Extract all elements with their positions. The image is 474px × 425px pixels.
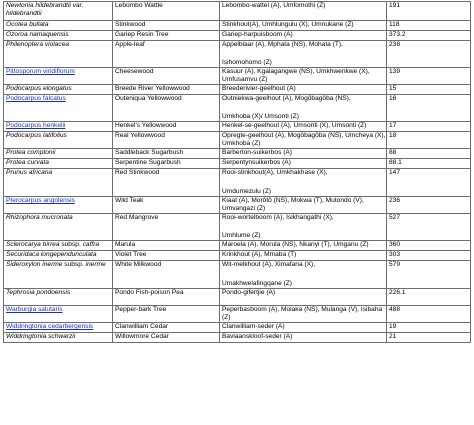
common-name: Lebombo Wattle <box>113 2 220 21</box>
local-names <box>220 251 387 261</box>
local-names-line: Umkhoba (Z) <box>222 139 261 147</box>
species-name-line: Protea comptonii <box>6 149 56 156</box>
local-names <box>220 323 387 333</box>
table-row <box>4 31 471 41</box>
local-names-line: Umdumezulu (Z) <box>222 187 272 195</box>
species-name <box>4 251 113 261</box>
local-names-line: Wit-melkhout (A), Ximafana (X), <box>222 261 316 268</box>
table-row <box>4 251 471 261</box>
species-name-line: Ocotea bullata <box>6 21 49 28</box>
species-name-line: Rhizophora mucronata <box>6 214 73 221</box>
species-name-line: Podocarpus elongatus <box>6 85 72 92</box>
local-names-line: Peperbasboom (A), Molaka (NS), Mulanga (V), Isibaha <box>222 306 383 313</box>
tree-number: 303 <box>387 251 471 261</box>
table-row <box>4 306 471 323</box>
table-row <box>4 289 471 306</box>
tree-number: 360 <box>387 241 471 251</box>
local-names-line: Serpentynsuikerbos (A) <box>222 159 291 166</box>
tree-number: 19 <box>387 323 471 333</box>
local-names <box>220 197 387 214</box>
common-name: White Milkwood <box>113 261 220 289</box>
common-name: Wild Teak <box>113 197 220 214</box>
common-name: Stinkwood <box>113 21 220 31</box>
species-name-line: Philenoptera violacea <box>6 41 70 48</box>
local-names-line: Breederivier-geelhout (A) <box>222 85 296 92</box>
local-names-line: Umkhoba (X)/ Umsonti (Z) <box>222 112 299 120</box>
tree-number: 88 <box>387 149 471 159</box>
local-names-line: Umfusamvu (Z) <box>222 75 268 83</box>
table-body <box>4 2 471 343</box>
table-row <box>4 241 471 251</box>
common-name: Saddleback Sugarbush <box>113 149 220 159</box>
local-names <box>220 132 387 149</box>
tree-number: 147 <box>387 169 471 197</box>
common-name: Serpentine Sugarbush <box>113 159 220 169</box>
local-names <box>220 85 387 95</box>
table-row <box>4 169 471 197</box>
common-name: Henkel's Yellowwood <box>113 122 220 132</box>
local-names-line: Umhlume (Z) <box>222 231 261 239</box>
local-names-line: Baviaanskloof-seder (A) <box>222 333 293 340</box>
table-row <box>4 214 471 241</box>
species-name-line[interactable]: Pittosporum viridiflorum <box>6 68 75 75</box>
tree-number: 191 <box>387 2 471 21</box>
tree-number: 17 <box>387 122 471 132</box>
local-names-line: Gariep-harpuisboom (A) <box>222 31 293 38</box>
species-name-line: Newtonia hildebrandtii var. <box>6 2 84 9</box>
species-name-line: hildebrandtii <box>6 9 42 17</box>
local-names-line: Outniekwa-geelhout (A), Mogôbagôba (NS), <box>222 95 351 102</box>
species-name <box>4 214 113 241</box>
table-row <box>4 85 471 95</box>
tree-number: 236 <box>387 197 471 214</box>
common-name: Clanwilliam Cedar <box>113 323 220 333</box>
table-row <box>4 2 471 21</box>
tree-number: 15 <box>387 85 471 95</box>
common-name: Red Mangrove <box>113 214 220 241</box>
species-name-line: Prunus africana <box>6 169 53 176</box>
table-row <box>4 261 471 289</box>
species-name-line[interactable]: Widdringtonia cedarbergensis <box>6 323 94 330</box>
tree-number: 88.1 <box>387 159 471 169</box>
tree-number: 118 <box>387 21 471 31</box>
local-names <box>220 31 387 41</box>
local-names <box>220 95 387 122</box>
species-name <box>4 41 113 68</box>
species-name <box>4 21 113 31</box>
local-names <box>220 68 387 85</box>
local-names-line: Henkel-se-geelhout (A), Umsonti (X), Umsonti (Z) <box>222 122 367 129</box>
local-names <box>220 289 387 306</box>
tree-species-table <box>3 1 471 343</box>
common-name: Pondo Fish-poison Pea <box>113 289 220 306</box>
common-name: Real Yellowwood <box>113 132 220 149</box>
local-names <box>220 2 387 21</box>
local-names <box>220 122 387 132</box>
local-names-line: Kasuur (A), Kgalagangwe (NS), Umkhwenkwe (X), <box>222 68 370 75</box>
local-names <box>220 241 387 251</box>
local-names-line: Rooi-stinkhout(A), Umkhakhase (X), <box>222 169 328 176</box>
species-subspecies: subsp. inerme <box>62 261 106 268</box>
species-name <box>4 261 113 289</box>
species-name <box>4 289 113 306</box>
local-names-line: Krinkhout (A), Mmaba (T) <box>222 251 297 258</box>
species-name-line[interactable]: Podocarpus henkelii <box>6 122 66 129</box>
species-name-line[interactable]: Pterocarpus angolensis <box>6 197 75 204</box>
local-names-line: Clanwilliam-seder (A) <box>222 323 285 330</box>
common-name: Breede River Yellowwood <box>113 85 220 95</box>
tree-number: 527 <box>387 214 471 241</box>
local-names <box>220 159 387 169</box>
common-name: Cheesewood <box>113 68 220 85</box>
local-names-line: Lebombo-wattel (A), Umfomothi (Z) <box>222 2 326 9</box>
common-name: Marula <box>113 241 220 251</box>
species-name-link[interactable] <box>4 95 113 122</box>
common-name: Willowmore Cedar <box>113 333 220 343</box>
species-name-line: Tephrosia pondoensis <box>6 289 71 296</box>
tree-number: 488 <box>387 306 471 323</box>
species-name-link[interactable] <box>4 323 113 333</box>
common-name: Violet Tree <box>113 251 220 261</box>
species-name <box>4 169 113 197</box>
species-name <box>4 159 113 169</box>
species-name-link[interactable] <box>4 197 113 214</box>
species-name <box>4 241 113 251</box>
local-names-line: Isihomohomo (Z) <box>222 58 272 66</box>
table-row <box>4 95 471 122</box>
species-name-link[interactable] <box>4 68 113 85</box>
species-name-line: Securidaca longependunculata <box>6 251 97 258</box>
local-names <box>220 169 387 197</box>
local-names-line: Opregte-geelhout (A), Mogôbagôba (NS), Umcheya (X), <box>222 132 386 139</box>
tree-number: 139 <box>387 68 471 85</box>
local-names <box>220 306 387 323</box>
local-names <box>220 149 387 159</box>
table-row <box>4 197 471 214</box>
species-subspecies: subsp. caffra <box>59 241 100 248</box>
tree-number: 18 <box>387 132 471 149</box>
local-names-line: Pondo-gifertjie (A) <box>222 289 276 296</box>
species-name <box>4 85 113 95</box>
local-names-line: Rooi-wortelboom (A), Isikhangathi (X), <box>222 214 334 221</box>
tree-number: 226.1 <box>387 289 471 306</box>
species-name <box>4 132 113 149</box>
local-names <box>220 261 387 289</box>
species-name-line: Protea curvata <box>6 159 49 166</box>
species-name-link[interactable] <box>4 306 113 323</box>
tree-number: 16 <box>387 95 471 122</box>
species-name-line[interactable]: Podocarpus falcatus <box>6 95 66 102</box>
table-row <box>4 323 471 333</box>
species-name <box>4 149 113 159</box>
local-names-line: Stinkhout(A), Umhlungulu (X), Umnukane (Z) <box>222 21 354 28</box>
species-name-line[interactable]: Warburgia salutaris <box>6 306 63 313</box>
tree-number: 21 <box>387 333 471 343</box>
common-name: Red Stinkwood <box>113 169 220 197</box>
species-name <box>4 31 113 41</box>
local-names <box>220 214 387 241</box>
tree-number: 238 <box>387 41 471 68</box>
table-row <box>4 132 471 149</box>
species-name <box>4 333 113 343</box>
local-names-line: Umakhwelafingqane (Z) <box>222 279 292 287</box>
local-names-line: Kiaat (A), Morôtô (NS), Mokwa (T), Mutondo (V), <box>222 197 364 204</box>
table-row <box>4 122 471 132</box>
species-name-line: Sclerocarya birrea <box>6 241 60 248</box>
common-name: Pepper-bark Tree <box>113 306 220 323</box>
species-name-line: Podocarpus latifolius <box>6 132 67 139</box>
local-names-line: (Z) <box>222 313 231 321</box>
species-name-line: Sideroxylon inerme <box>6 261 63 268</box>
local-names-line: Umvangazi (Z) <box>222 204 266 212</box>
table-row <box>4 159 471 169</box>
local-names-line: Appelblaar (A), Mphata (NS), Mohata (T), <box>222 41 343 48</box>
local-names-line: Maroela (A), Morula (NS), Nkanyi (T), Umganu (Z) <box>222 241 369 248</box>
tree-number: 373.2 <box>387 31 471 41</box>
species-name-line: Widdringtonia schwarzii <box>6 333 76 340</box>
local-names <box>220 41 387 68</box>
species-name <box>4 2 113 21</box>
species-name-line: Ozoroa namaquensis <box>6 31 69 38</box>
table-row <box>4 333 471 343</box>
tree-number: 579 <box>387 261 471 289</box>
table-row <box>4 149 471 159</box>
local-names-line: Barberton-suikerbos (A) <box>222 149 292 156</box>
common-name: Gariep Resin Tree <box>113 31 220 41</box>
table-row <box>4 21 471 31</box>
table-row <box>4 68 471 85</box>
common-name: Apple-leaf <box>113 41 220 68</box>
species-name-link[interactable] <box>4 122 113 132</box>
local-names <box>220 21 387 31</box>
table-row <box>4 41 471 68</box>
local-names <box>220 333 387 343</box>
common-name: Outeniqua Yellowwood <box>113 95 220 122</box>
